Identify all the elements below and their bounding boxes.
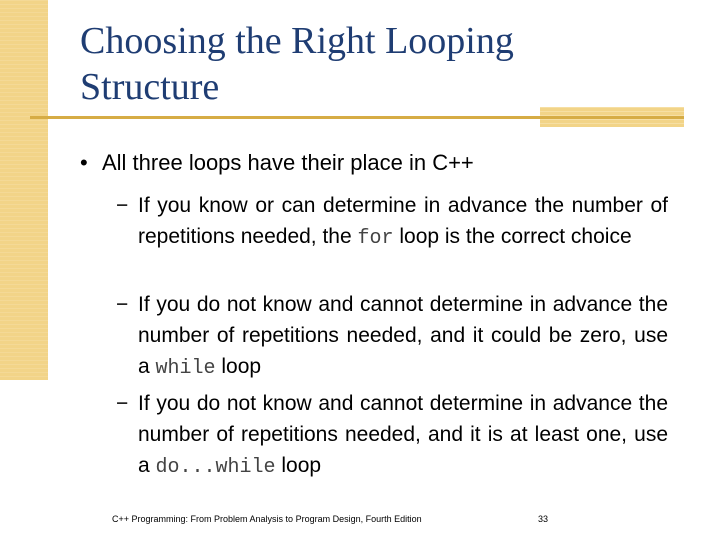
bullet-dot-icon: • [80, 150, 88, 175]
sub-bullet-1-after: loop is the correct choice [393, 225, 632, 248]
title-rule [30, 116, 684, 119]
dash-icon: − [116, 392, 129, 415]
sub-bullet-3-before: If you do not know and cannot determine in advance the number of repetitions needed, and it is at least one, use a [138, 392, 668, 477]
sub-bullet-2 [116, 289, 668, 384]
dash-icon: − [116, 293, 129, 316]
sub-bullet-3-after: loop [275, 454, 322, 477]
sub-bullet-1-before: If you know or can determine in advance the number of repetitions needed, the [138, 194, 668, 248]
dash-icon: − [116, 194, 129, 217]
main-bullet [80, 148, 688, 178]
left-bar-texture [0, 0, 48, 380]
title-line-1: Choosing the Right Looping [80, 20, 514, 62]
code-do-while: do...while [155, 456, 276, 479]
sub-bullet-3 [116, 388, 668, 483]
slide-title [80, 18, 640, 110]
sub-bullet-1 [116, 190, 668, 254]
sub-bullet-3-text [116, 388, 668, 483]
slide-footer: C++ Programming: From Problem Analysis to Program Design, Fourth Edition [112, 514, 422, 524]
page-number: 33 [538, 514, 549, 524]
sub-bullet-1-text [116, 190, 668, 254]
sub-bullet-2-before: If you do not know and cannot determine in advance the number of repetitions needed, and it could be zero, use a [138, 293, 668, 378]
code-while: while [155, 357, 216, 380]
title-line-2: Structure [80, 66, 220, 108]
sub-bullet-2-after: loop [215, 355, 262, 378]
code-for: for [357, 227, 394, 250]
main-bullet-text: All three loops have their place in C++ [102, 150, 474, 175]
sub-bullet-2-text [116, 289, 668, 384]
